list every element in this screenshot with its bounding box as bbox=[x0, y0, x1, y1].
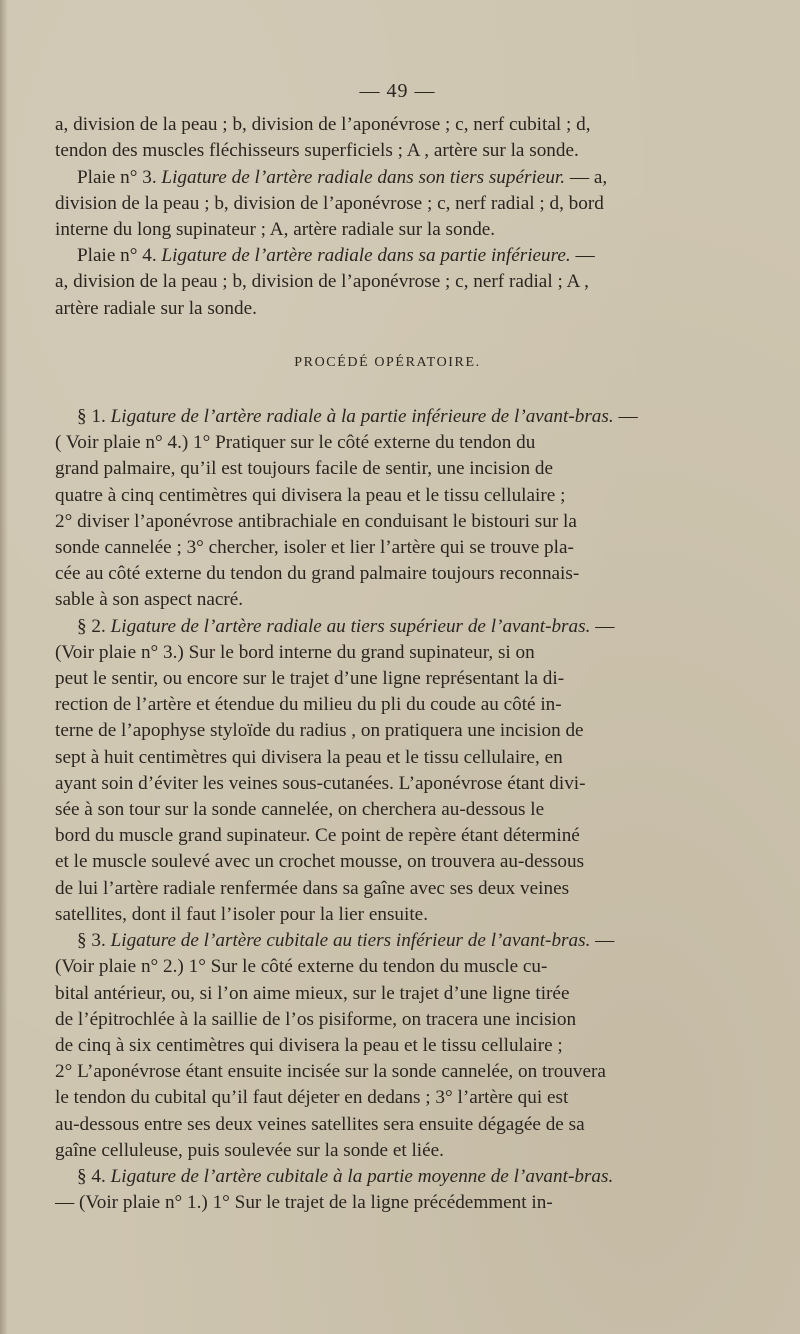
section-4-label: § 4. bbox=[77, 1165, 106, 1187]
plaie-4-line-1 bbox=[55, 243, 680, 269]
page-binding-shadow bbox=[0, 0, 8, 1334]
section-3-line: (Voir plaie n° 2.) 1° Sur le côté externe du tendon du muscle cu- bbox=[55, 956, 548, 978]
section-3-line: gaîne celluleuse, puis soulevée sur la sonde et liée. bbox=[55, 1139, 444, 1161]
plaie-3-line-1 bbox=[55, 165, 680, 191]
section-2-line: bord du muscle grand supinateur. Ce point de repère étant déterminé bbox=[55, 825, 580, 847]
section-heading: PROCÉDÉ OPÉRATOIRE. bbox=[294, 354, 481, 370]
section-4-title: Ligature de l’artère cubitale à la partie moyenne de l’avant-bras. bbox=[110, 1165, 614, 1187]
plaie-3-title: Ligature de l’artère radiale dans son tiers supérieur. bbox=[161, 166, 566, 188]
section-2-line: sept à huit centimètres qui divisera la peau et le tissu cellulaire, en bbox=[55, 746, 563, 768]
section-2-line: ayant soin d’éviter les veines sous-cutanées. L’aponévrose étant divi- bbox=[55, 772, 586, 794]
section-2-line-1 bbox=[55, 614, 680, 640]
section-1-paragraph bbox=[55, 404, 680, 614]
section-4-line-1 bbox=[55, 1164, 680, 1190]
section-3-line: bital antérieur, ou, si l’on aime mieux, sur le trajet d’une ligne tirée bbox=[55, 982, 570, 1004]
section-2-line: (Voir plaie n° 3.) Sur le bord interne du grand supinateur, si on bbox=[55, 641, 535, 663]
plaie-4-line-3: artère radiale sur la sonde. bbox=[55, 297, 257, 319]
section-2-line: de lui l’artère radiale renfermée dans sa gaîne avec ses deux veines bbox=[55, 877, 570, 899]
section-2-line: satellites, dont il faut l’isoler pour la lier ensuite. bbox=[55, 903, 428, 925]
section-4-paragraph bbox=[55, 1164, 680, 1216]
section-3-paragraph bbox=[55, 928, 680, 1164]
section-2-line: terne de l’apophyse styloïde du radius , on pratiquera une incision de bbox=[55, 720, 584, 742]
intro-line-2: tendon des muscles fléchisseurs superficiels ; A , artère sur la sonde. bbox=[55, 140, 579, 162]
section-1-line: quatre à cinq centimètres qui divisera la peau et le tissu cellulaire ; bbox=[55, 484, 566, 506]
plaie-4-label: Plaie n° 4. bbox=[77, 245, 157, 267]
section-1-line: sonde cannelée ; 3° chercher, isoler et lier l’artère qui se trouve pla- bbox=[55, 537, 574, 559]
section-3-label: § 3. bbox=[77, 930, 106, 952]
intro-line-1: a, division de la peau ; b, division de l’aponévrose ; c, nerf cubital ; d, bbox=[55, 114, 591, 136]
section-1-line: ( Voir plaie n° 4.) 1° Pratiquer sur le côté externe du tendon du bbox=[55, 432, 536, 454]
section-2-line-1-rest: — bbox=[590, 615, 615, 637]
section-3-line: 2° L’aponévrose étant ensuite incisée sur la sonde cannelée, on trouvera bbox=[55, 1061, 606, 1083]
plaie-3-paragraph bbox=[55, 165, 680, 244]
section-1-line: grand palmaire, qu’il est toujours facile de sentir, une incision de bbox=[55, 458, 553, 480]
plaie-3-line-2: division de la peau ; b, division de l’aponévrose ; c, nerf radial ; d, bord bbox=[55, 192, 604, 214]
section-3-title: Ligature de l’artère cubitale au tiers inférieur de l’avant-bras. bbox=[110, 930, 591, 952]
section-3-line: au-dessous entre ses deux veines satellites sera ensuite dégagée de sa bbox=[55, 1113, 585, 1135]
section-3-line: de l’épitrochlée à la saillie de l’os pisiforme, on tracera une incision bbox=[55, 1008, 577, 1030]
section-1-line: sable à son aspect nacré. bbox=[55, 589, 244, 611]
section-1-title: Ligature de l’artère radiale à la partie inférieure de l’avant-bras. bbox=[110, 406, 614, 428]
section-3-line: le tendon du cubital qu’il faut déjeter en dedans ; 3° l’artère qui est bbox=[55, 1087, 569, 1109]
page-number: — 49 — bbox=[359, 80, 436, 102]
section-1-line: cée au côté externe du tendon du grand palmaire toujours reconnais- bbox=[55, 563, 580, 585]
section-2-line: rection de l’artère et étendue du milieu du pli du coude au côté in- bbox=[55, 694, 562, 716]
section-3-line-1 bbox=[55, 928, 680, 954]
section-2-paragraph bbox=[55, 614, 680, 928]
page-text bbox=[55, 78, 680, 1216]
plaie-4-title: Ligature de l’artère radiale dans sa partie inférieure. bbox=[161, 245, 571, 267]
section-1-line: 2° diviser l’aponévrose antibrachiale en conduisant le bistouri sur la bbox=[55, 510, 577, 532]
section-2-line: et le muscle soulevé avec un crochet mousse, on trouvera au-dessous bbox=[55, 851, 585, 873]
plaie-3-line-3: interne du long supinateur ; A, artère radiale sur la sonde. bbox=[55, 219, 496, 241]
section-1-line-1-rest: — bbox=[613, 406, 638, 428]
plaie-3-label: Plaie n° 3. bbox=[77, 166, 157, 188]
section-3-line-1-rest: — bbox=[590, 930, 615, 952]
section-4-line: — (Voir plaie n° 1.) 1° Sur le trajet de la ligne précédemment in- bbox=[55, 1192, 553, 1214]
plaie-3-line-1-rest: — a, bbox=[565, 166, 608, 188]
section-1-label: § 1. bbox=[77, 406, 106, 428]
section-1-line-1 bbox=[55, 404, 680, 430]
section-2-line: sée à son tour sur la sonde cannelée, on cherchera au-dessous le bbox=[55, 799, 545, 821]
section-2-label: § 2. bbox=[77, 615, 106, 637]
plaie-4-paragraph bbox=[55, 243, 680, 322]
plaie-4-line-1-rest: — bbox=[570, 245, 595, 267]
plaie-4-line-2: a, division de la peau ; b, division de l’aponévrose ; c, nerf radial ; A , bbox=[55, 271, 589, 293]
section-3-line: de cinq à six centimètres qui divisera la peau et le tissu cellulaire ; bbox=[55, 1034, 563, 1056]
section-2-title: Ligature de l’artère radiale au tiers supérieur de l’avant-bras. bbox=[110, 615, 591, 637]
section-2-line: peut le sentir, ou encore sur le trajet d’une ligne représentant la di- bbox=[55, 668, 565, 690]
intro-paragraph bbox=[55, 112, 680, 164]
